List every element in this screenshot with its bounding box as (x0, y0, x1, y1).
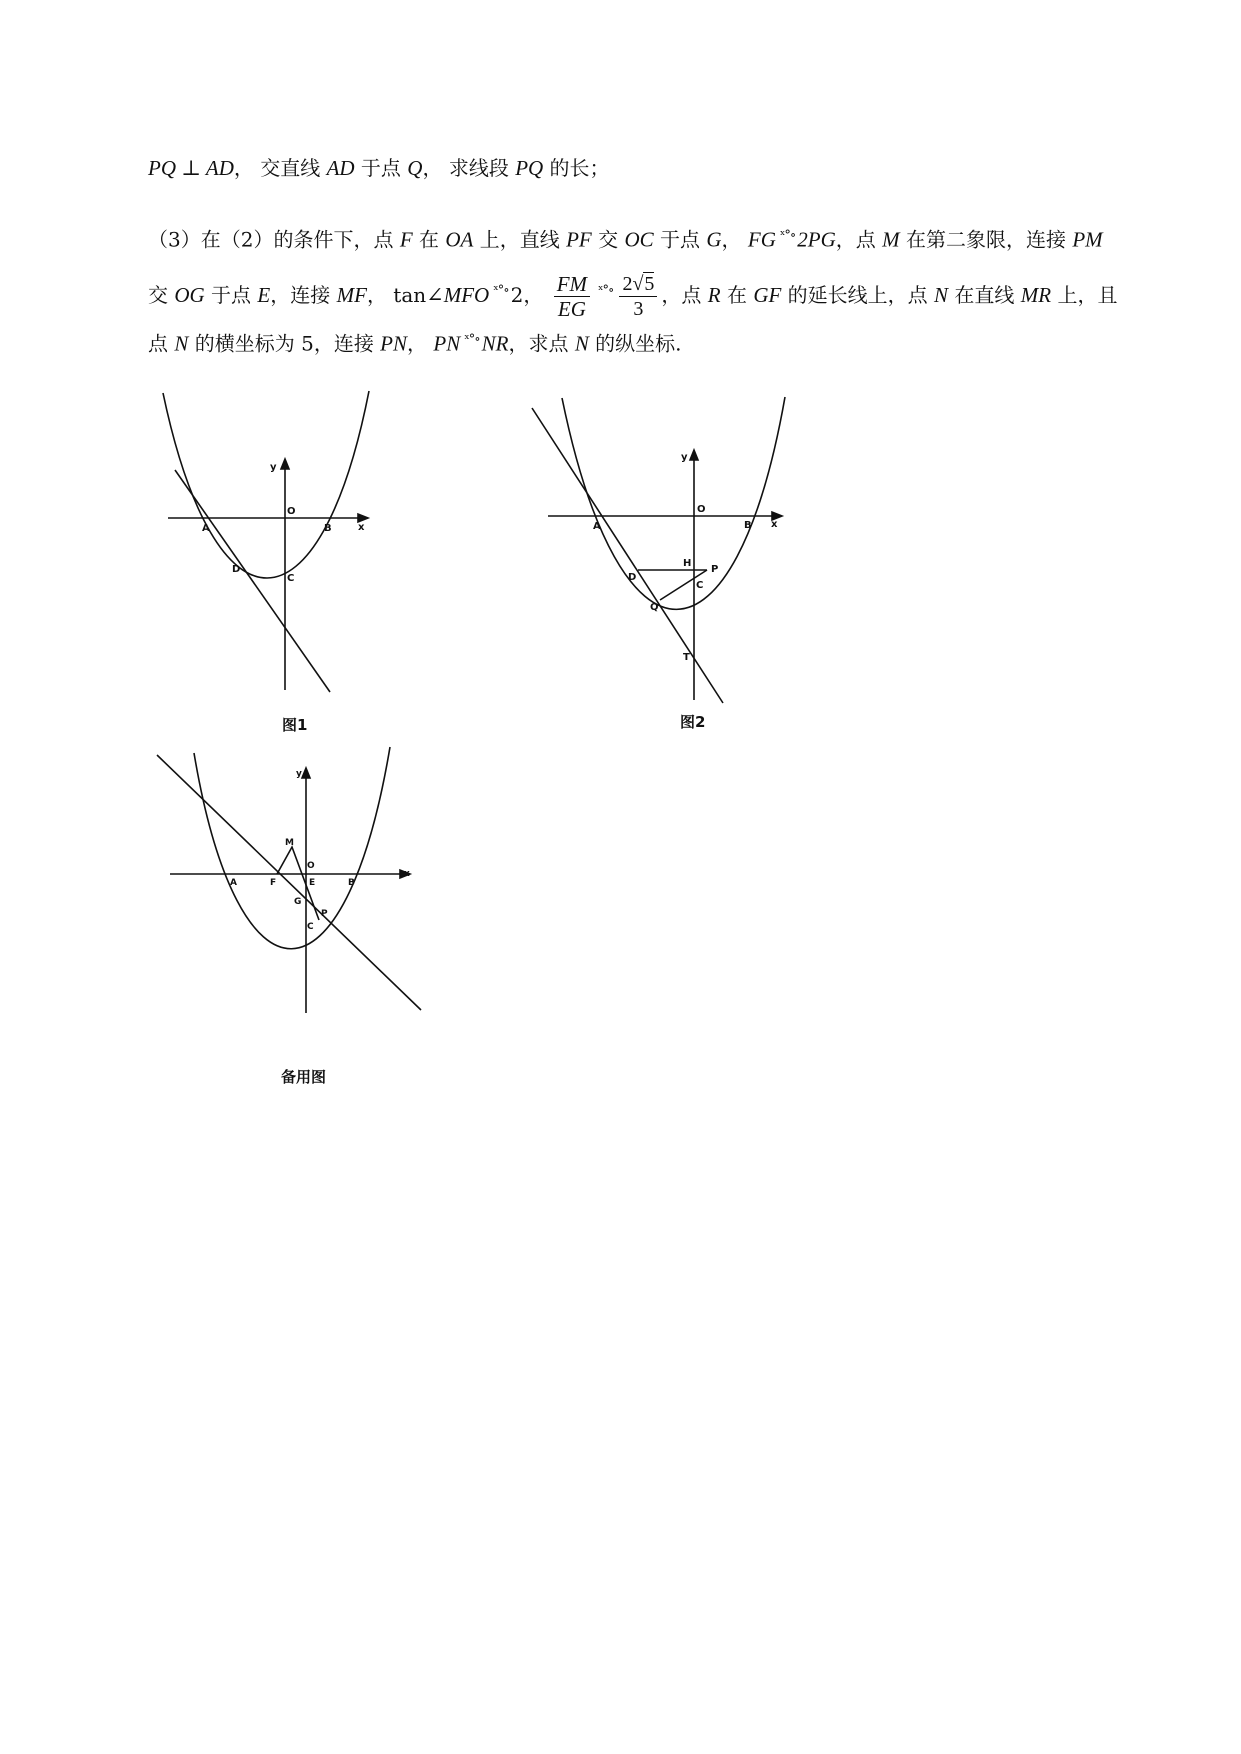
math-run: ∠MFO (426, 283, 490, 307)
math-run: NR (481, 331, 509, 356)
text-run: ， 交直线 (233, 156, 327, 180)
text-run: 的延长线上，点 (781, 283, 935, 307)
equals-glyph: ˣ°∘ (598, 283, 614, 299)
equals-glyph: ˣ°∘ (493, 283, 509, 299)
math-run: PN (380, 331, 408, 356)
fig1-label-y: y (270, 462, 277, 473)
problem-line-4 (148, 324, 682, 360)
fig3-label-g: G (294, 897, 302, 907)
fig3-label-m: M (285, 838, 294, 848)
fig1-label-c: C (287, 573, 295, 584)
text-run: 的长； (543, 156, 610, 180)
text-run: 于点 (653, 227, 707, 252)
figure-1-caption: 图1 (282, 716, 308, 734)
math-run: PM (1072, 227, 1103, 252)
fig3-label-f: F (270, 878, 277, 888)
math-run: MR (1020, 283, 1052, 307)
math-run: PQ ⊥ AD (148, 156, 234, 180)
fig2-label-b: B (744, 520, 752, 531)
text-run: 的纵坐标. (588, 331, 682, 356)
fig3-y-arrow (302, 768, 310, 778)
math-run: F (399, 227, 413, 252)
math-run: Q (407, 156, 423, 180)
radicand: 5 (644, 273, 655, 295)
fig2-label-o: O (697, 504, 706, 515)
problem-line-1 (148, 152, 610, 184)
fig2-label-h: H (683, 558, 692, 569)
problem-line-3-start (148, 283, 550, 307)
fig1-label-x: x (358, 522, 365, 533)
math-run: MF (336, 283, 367, 307)
text-run: 在 (412, 227, 446, 252)
text-run: ，点 (661, 283, 708, 307)
text-run: 在直线 (948, 283, 1021, 307)
math-run: PN (433, 331, 461, 356)
math-run: M (882, 227, 900, 252)
fig1-label-o: O (287, 506, 296, 517)
fraction-fm-eg (554, 272, 590, 321)
fig1-x-arrow (358, 514, 368, 522)
math-run: PF (566, 227, 592, 252)
fig2-label-x: x (771, 519, 778, 530)
math-run: N (574, 331, 589, 356)
figure-2-diagram (535, 390, 800, 710)
math-run: AD (326, 156, 355, 180)
math-run: N (174, 331, 189, 356)
math-run: G (706, 227, 722, 252)
text-run: ，求点 (508, 331, 575, 356)
fig2-label-y: y (681, 452, 688, 463)
fraction-root-numerator (619, 272, 657, 297)
text-run: 的横坐标为 5，连接 (188, 331, 381, 356)
text-run: ， 求线段 (422, 156, 516, 180)
text-run: 上，直线 (473, 227, 567, 252)
math-run: FG (747, 227, 776, 252)
fig2-y-arrow (690, 450, 698, 460)
text-run: 上，且 (1051, 283, 1118, 307)
text-run: 点 (148, 331, 175, 356)
equals-glyph: ˣ°∘ (779, 228, 796, 243)
text-run: 于点 (354, 156, 408, 180)
text-run: tan (393, 283, 427, 307)
fig2-label-a: A (593, 521, 601, 532)
math-run: OG (174, 283, 205, 307)
text-run: ， (407, 331, 434, 356)
fig3-label-o: O (307, 861, 315, 871)
fig3-label-a: A (230, 878, 237, 888)
fig3-label-x: x (404, 869, 410, 879)
backup-figure-diagram (150, 740, 430, 1020)
fig3-label-y: y (296, 769, 302, 779)
text-run: ，点 (835, 227, 883, 252)
text-run: （3）在（2）的条件下，点 (148, 227, 400, 252)
math-run: 2PG (797, 227, 836, 252)
root-coefficient: 2 (622, 273, 633, 295)
fig2-parabola (562, 397, 785, 609)
fig3-label-c: C (307, 922, 314, 932)
fig2-label-q: Q (650, 602, 659, 613)
fig1-parabola (163, 391, 369, 578)
fig1-label-a: A (202, 523, 210, 534)
math-run: R (707, 283, 721, 307)
fig2-label-p: P (711, 564, 719, 575)
math-run: PQ (515, 156, 544, 180)
math-run: OC (624, 227, 654, 252)
fig1-line-ad (175, 470, 330, 692)
fig2-label-d: D (628, 572, 637, 583)
text-run: 于点 (204, 283, 258, 307)
text-run: ，连接 (270, 283, 337, 307)
fig3-label-b: B (348, 878, 355, 888)
fraction-root-denominator: 3 (633, 298, 644, 320)
text-run: 在 (720, 283, 754, 307)
text-run: ， (721, 227, 748, 252)
problem-line-3-end (661, 283, 1117, 307)
fig3-label-p: P (321, 909, 328, 919)
equals-glyph: ˣ°∘ (464, 332, 480, 347)
math-run: OA (445, 227, 474, 252)
fig3-label-e: E (309, 878, 316, 888)
fig1-label-d: D (232, 564, 241, 575)
fig1-y-arrow (281, 459, 289, 469)
problem-line-2 (148, 220, 1103, 256)
text-run: 交 (148, 283, 175, 307)
fraction-two-root-five-thirds (619, 272, 657, 321)
figure-2-caption: 图2 (680, 713, 706, 731)
fig2-label-c: C (696, 580, 704, 591)
math-run: GF (753, 283, 782, 307)
fig1-label-b: B (324, 523, 332, 534)
text-run: 在第二象限，连接 (899, 227, 1073, 252)
math-run: N (934, 283, 949, 307)
problem-line-3 (148, 272, 1117, 321)
fig2-label-t: T (683, 652, 690, 663)
fraction-fm-eg-denominator: EG (557, 297, 586, 321)
figure-1-diagram (155, 385, 385, 705)
text-run: 交 (591, 227, 625, 252)
math-run: E (257, 283, 271, 307)
backup-figure-caption: 备用图 (281, 1068, 327, 1086)
text-run: 2， (510, 283, 550, 307)
fraction-fm-eg-numerator: FM (554, 272, 590, 297)
text-run: ， (366, 283, 394, 307)
radical-sign: √ (632, 273, 644, 295)
